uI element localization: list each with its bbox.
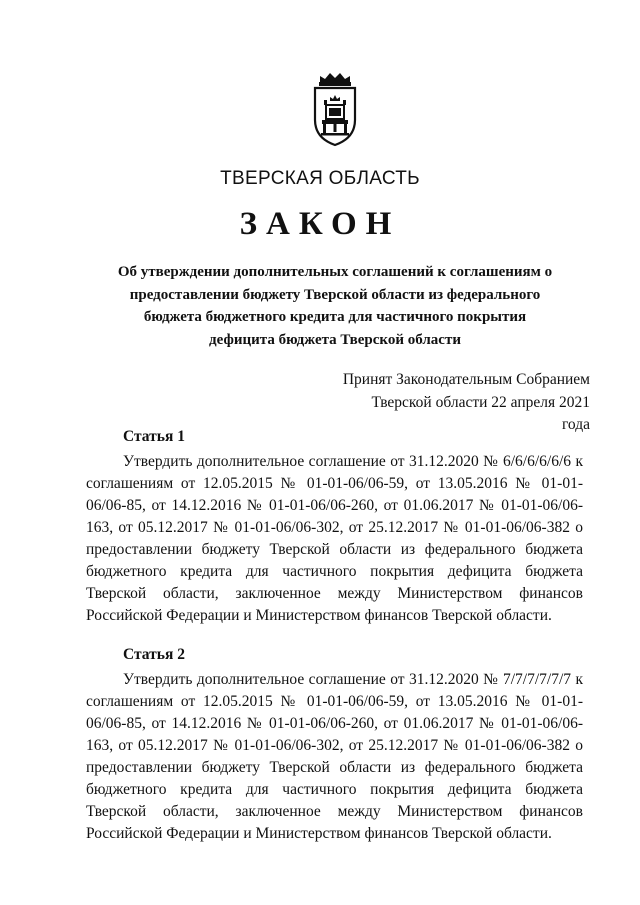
article-1-text: Утвердить дополнительное соглашение от 31.12.2020 № 6/6/6/6/6/6 к соглашениям от 12.05.2015 № 01-01-06/06-59, от 13.05.2016 № 01-01-06/06-85, от 14.12.2016 № 01-01-06/06-260, от 01.06.2017 № 01-01-06/06-163, от 05.12.2017 № 01-01-06/06-302, от 25.12.2017 № 01-01-06/06-382 о предоставлении бюджету Тверской области из федерального бюджета бюджетного кредита для частичного покрытия дефицита бюджета Тверской области, заключенное между Министерством финансов Российской Федерации и Министерством финансов Тверской области. <box>86 453 583 624</box>
adoption-line-2: Тверской области 22 апреля 2021 года <box>371 393 590 433</box>
article-2-text: Утвердить дополнительное соглашение от 31.12.2020 № 7/7/7/7/7/7 к соглашениям от 12.05.2015 № 01-01-06/06-59, от 13.05.2016 № 01-01-06/06-85, от 14.12.2016 № 01-01-06/06-260, от 01.06.2017 № 01-01-06/06-163, от 05.12.2017 № 01-01-06/06-302, от 25.12.2017 № 01-01-06/06-382 о предоставлении бюджету Тверской области из федерального бюджета бюджетного кредита для частичного покрытия дефицита бюджета Тверской области, заключенное между Министерством финансов Российской Федерации и Министерством финансов Тверской области. <box>86 671 583 842</box>
adoption-note <box>340 369 590 437</box>
article-2-heading: Статья 2 <box>123 646 185 663</box>
region-name: ТВЕРСКАЯ ОБЛАСТЬ <box>220 168 420 189</box>
coat-of-arms-icon <box>306 70 364 148</box>
law-subject-title: Об утверждении дополнительных соглашений к соглашениям о предоставлении бюджету Тверской области из федерального бюджета бюджетного кредита для частичного покрытия дефицита бюджета Тверской области <box>117 264 553 348</box>
document-type-title: ЗАКОН <box>239 206 401 242</box>
adoption-line-1: Принят Законодательным Собранием <box>342 371 590 388</box>
article-1-heading: Статья 1 <box>123 428 185 445</box>
